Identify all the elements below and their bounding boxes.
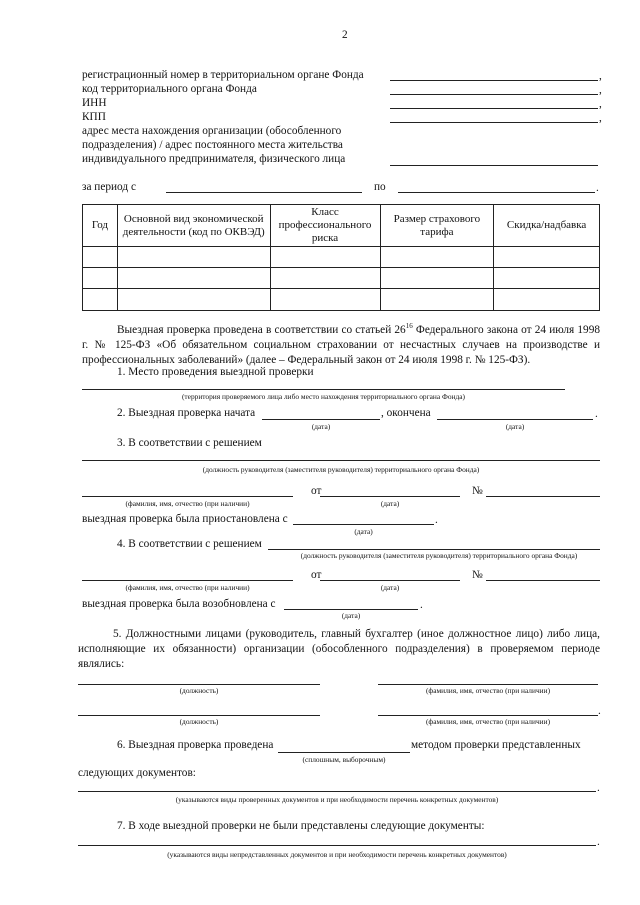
s3-date-field[interactable] (320, 496, 460, 497)
s3-number-field[interactable] (486, 496, 600, 497)
s6-label: 6. Выездная проверка проведена (117, 739, 274, 751)
s5-text: 5. Должностными лицами (руководитель, главный бухгалтер (иное должностное лицо) либо лица, исполняющие их обязанности) организации (обособленного подразделения) в проверяемом периоде являлись: (78, 628, 600, 670)
cell[interactable] (270, 247, 380, 268)
cell[interactable] (380, 289, 494, 311)
s6-method-field[interactable] (278, 752, 410, 753)
cell[interactable] (380, 268, 494, 289)
dot: . (597, 836, 600, 848)
reg-number-label: регистрационный номер в территориальном органе Фонда (82, 69, 364, 81)
table-row (83, 247, 600, 268)
s2-start-field[interactable] (262, 419, 380, 420)
kpp-label: КПП (82, 111, 106, 123)
dot: . (595, 408, 598, 420)
s5-fio-field-1[interactable] (378, 684, 598, 685)
col-okved: Основной вид экономической деятельности (код по ОКВЭД) (117, 205, 270, 247)
s7-label: 7. В ходе выездной проверки не были представлены следующие документы: (117, 820, 485, 832)
col-discount: Скидка/надбавка (494, 205, 600, 247)
s2-label: 2. Выездная проверка начата (117, 407, 256, 419)
cell[interactable] (117, 268, 270, 289)
s1-label: 1. Место проведения выездной проверки (117, 366, 314, 378)
s3-from: от (311, 485, 322, 497)
s4-resumed-label: выездная проверка была возобновлена с (82, 598, 276, 610)
s6-method-label: методом проверки представленных (411, 739, 581, 751)
s6-caption: (указываются виды проверенных документов и при необходимости перечень конкретных документов) (175, 795, 499, 804)
comma: , (599, 70, 602, 82)
table-row (83, 268, 600, 289)
intro-sup: 16 (405, 322, 413, 330)
s5-position-field-2[interactable] (78, 715, 320, 716)
inn-label: ИНН (82, 97, 107, 109)
cell[interactable] (83, 247, 118, 268)
s3-fio-field[interactable] (82, 496, 293, 497)
cell[interactable] (270, 268, 380, 289)
intro-text-b: Федерального закона от 24 июля 1998 г. № 125-ФЗ «Об обязательном социальном страховании от несчастных случаев на производстве и профессиональных заболеваний» (далее – Федеральный закон от 24 июля 1998 г. № 125-ФЗ). (82, 323, 600, 366)
reg-number-field[interactable] (390, 80, 598, 81)
date-caption: (дата) (311, 422, 331, 431)
s4-fio-field[interactable] (82, 580, 293, 581)
table-row (83, 289, 600, 311)
dot: . (596, 182, 599, 194)
position-caption: (должность) (179, 686, 219, 695)
s4-date-field[interactable] (320, 580, 460, 581)
s2-ended-label: , окончена (381, 407, 431, 419)
intro-text-a: Выездная проверка проведена в соответствии со статьей 26 (117, 323, 406, 336)
s3-caption: (должность руководителя (заместителя руководителя) территориального органа Фонда) (202, 465, 480, 474)
address-label-3: индивидуального предпринимателя, физического лица (82, 153, 346, 165)
page-number: 2 (342, 29, 348, 41)
fio-caption: (фамилия, имя, отчество (при наличии) (425, 686, 551, 695)
fio-caption: (фамилия, имя, отчество (при наличии) (125, 499, 250, 508)
dot: . (598, 705, 601, 717)
col-risk-class: Класс профессионального риска (270, 205, 380, 247)
s4-position-field[interactable] (268, 549, 600, 550)
s3-suspended-field[interactable] (293, 524, 434, 525)
address-field[interactable] (390, 165, 598, 166)
s3-suspended-label: выездная проверка была приостановлена с (82, 513, 288, 525)
s6-method-caption: (сплошным, выборочным) (302, 755, 386, 764)
s3-position-field[interactable] (82, 460, 600, 461)
intro-paragraph (82, 319, 600, 368)
cell[interactable] (270, 289, 380, 311)
cell[interactable] (83, 268, 118, 289)
cell[interactable] (494, 268, 600, 289)
s1-place-field[interactable] (82, 389, 565, 390)
tariff-table (82, 204, 600, 311)
dot: . (597, 782, 600, 794)
s4-number-field[interactable] (486, 580, 600, 581)
s6-docs-field[interactable] (78, 791, 596, 792)
s4-no: № (472, 569, 483, 581)
s3-no: № (472, 485, 483, 497)
kpp-field[interactable] (390, 122, 598, 123)
s4-caption: (должность руководителя (заместителя руководителя) территориального органа Фонда) (300, 551, 578, 560)
col-year: Год (83, 205, 118, 247)
dot: . (435, 514, 438, 526)
dot: . (420, 599, 423, 611)
col-tariff: Размер страхового тарифа (380, 205, 494, 247)
s1-caption: (территория проверяемого лица либо место нахождения территориального органа Фонда) (181, 392, 466, 401)
comma: , (599, 98, 602, 110)
date-caption: (дата) (505, 422, 525, 431)
s3-label: 3. В соответствии с решением (117, 437, 262, 449)
fio-caption: (фамилия, имя, отчество (при наличии) (125, 583, 250, 592)
position-caption: (должность) (179, 717, 219, 726)
comma: , (599, 112, 602, 124)
address-label-1: адрес места нахождения организации (обособленного (82, 125, 342, 137)
fund-code-label: код территориального органа Фонда (82, 83, 257, 95)
cell[interactable] (83, 289, 118, 311)
date-caption: (дата) (354, 527, 373, 536)
s5-position-field-1[interactable] (78, 684, 320, 685)
cell[interactable] (494, 289, 600, 311)
cell[interactable] (117, 247, 270, 268)
fio-caption: (фамилия, имя, отчество (при наличии) (425, 717, 551, 726)
period-from-field[interactable] (166, 192, 362, 193)
cell[interactable] (494, 247, 600, 268)
comma: , (599, 84, 602, 96)
date-caption: (дата) (341, 611, 361, 620)
period-to-label: по (374, 181, 386, 193)
address-label-2: подразделения) / адрес постоянного места жительства (82, 139, 343, 151)
s7-caption: (указываются виды непредставленных документов и при необходимости перечень конкретных документов) (167, 850, 507, 859)
s7-docs-field[interactable] (78, 845, 596, 846)
s2-end-field[interactable] (437, 419, 593, 420)
period-to-field[interactable] (398, 192, 595, 193)
fund-code-field[interactable] (390, 94, 598, 95)
date-caption: (дата) (380, 499, 400, 508)
period-from-label: за период с (82, 181, 136, 193)
cell[interactable] (117, 289, 270, 311)
s4-resumed-field[interactable] (284, 609, 418, 610)
s4-label: 4. В соответствии с решением (117, 538, 262, 550)
date-caption: (дата) (380, 583, 400, 592)
s4-from: от (311, 569, 322, 581)
inn-field[interactable] (390, 108, 598, 109)
cell[interactable] (380, 247, 494, 268)
s5-fio-field-2[interactable] (378, 715, 598, 716)
s6-docs-label: следующих документов: (78, 767, 196, 779)
